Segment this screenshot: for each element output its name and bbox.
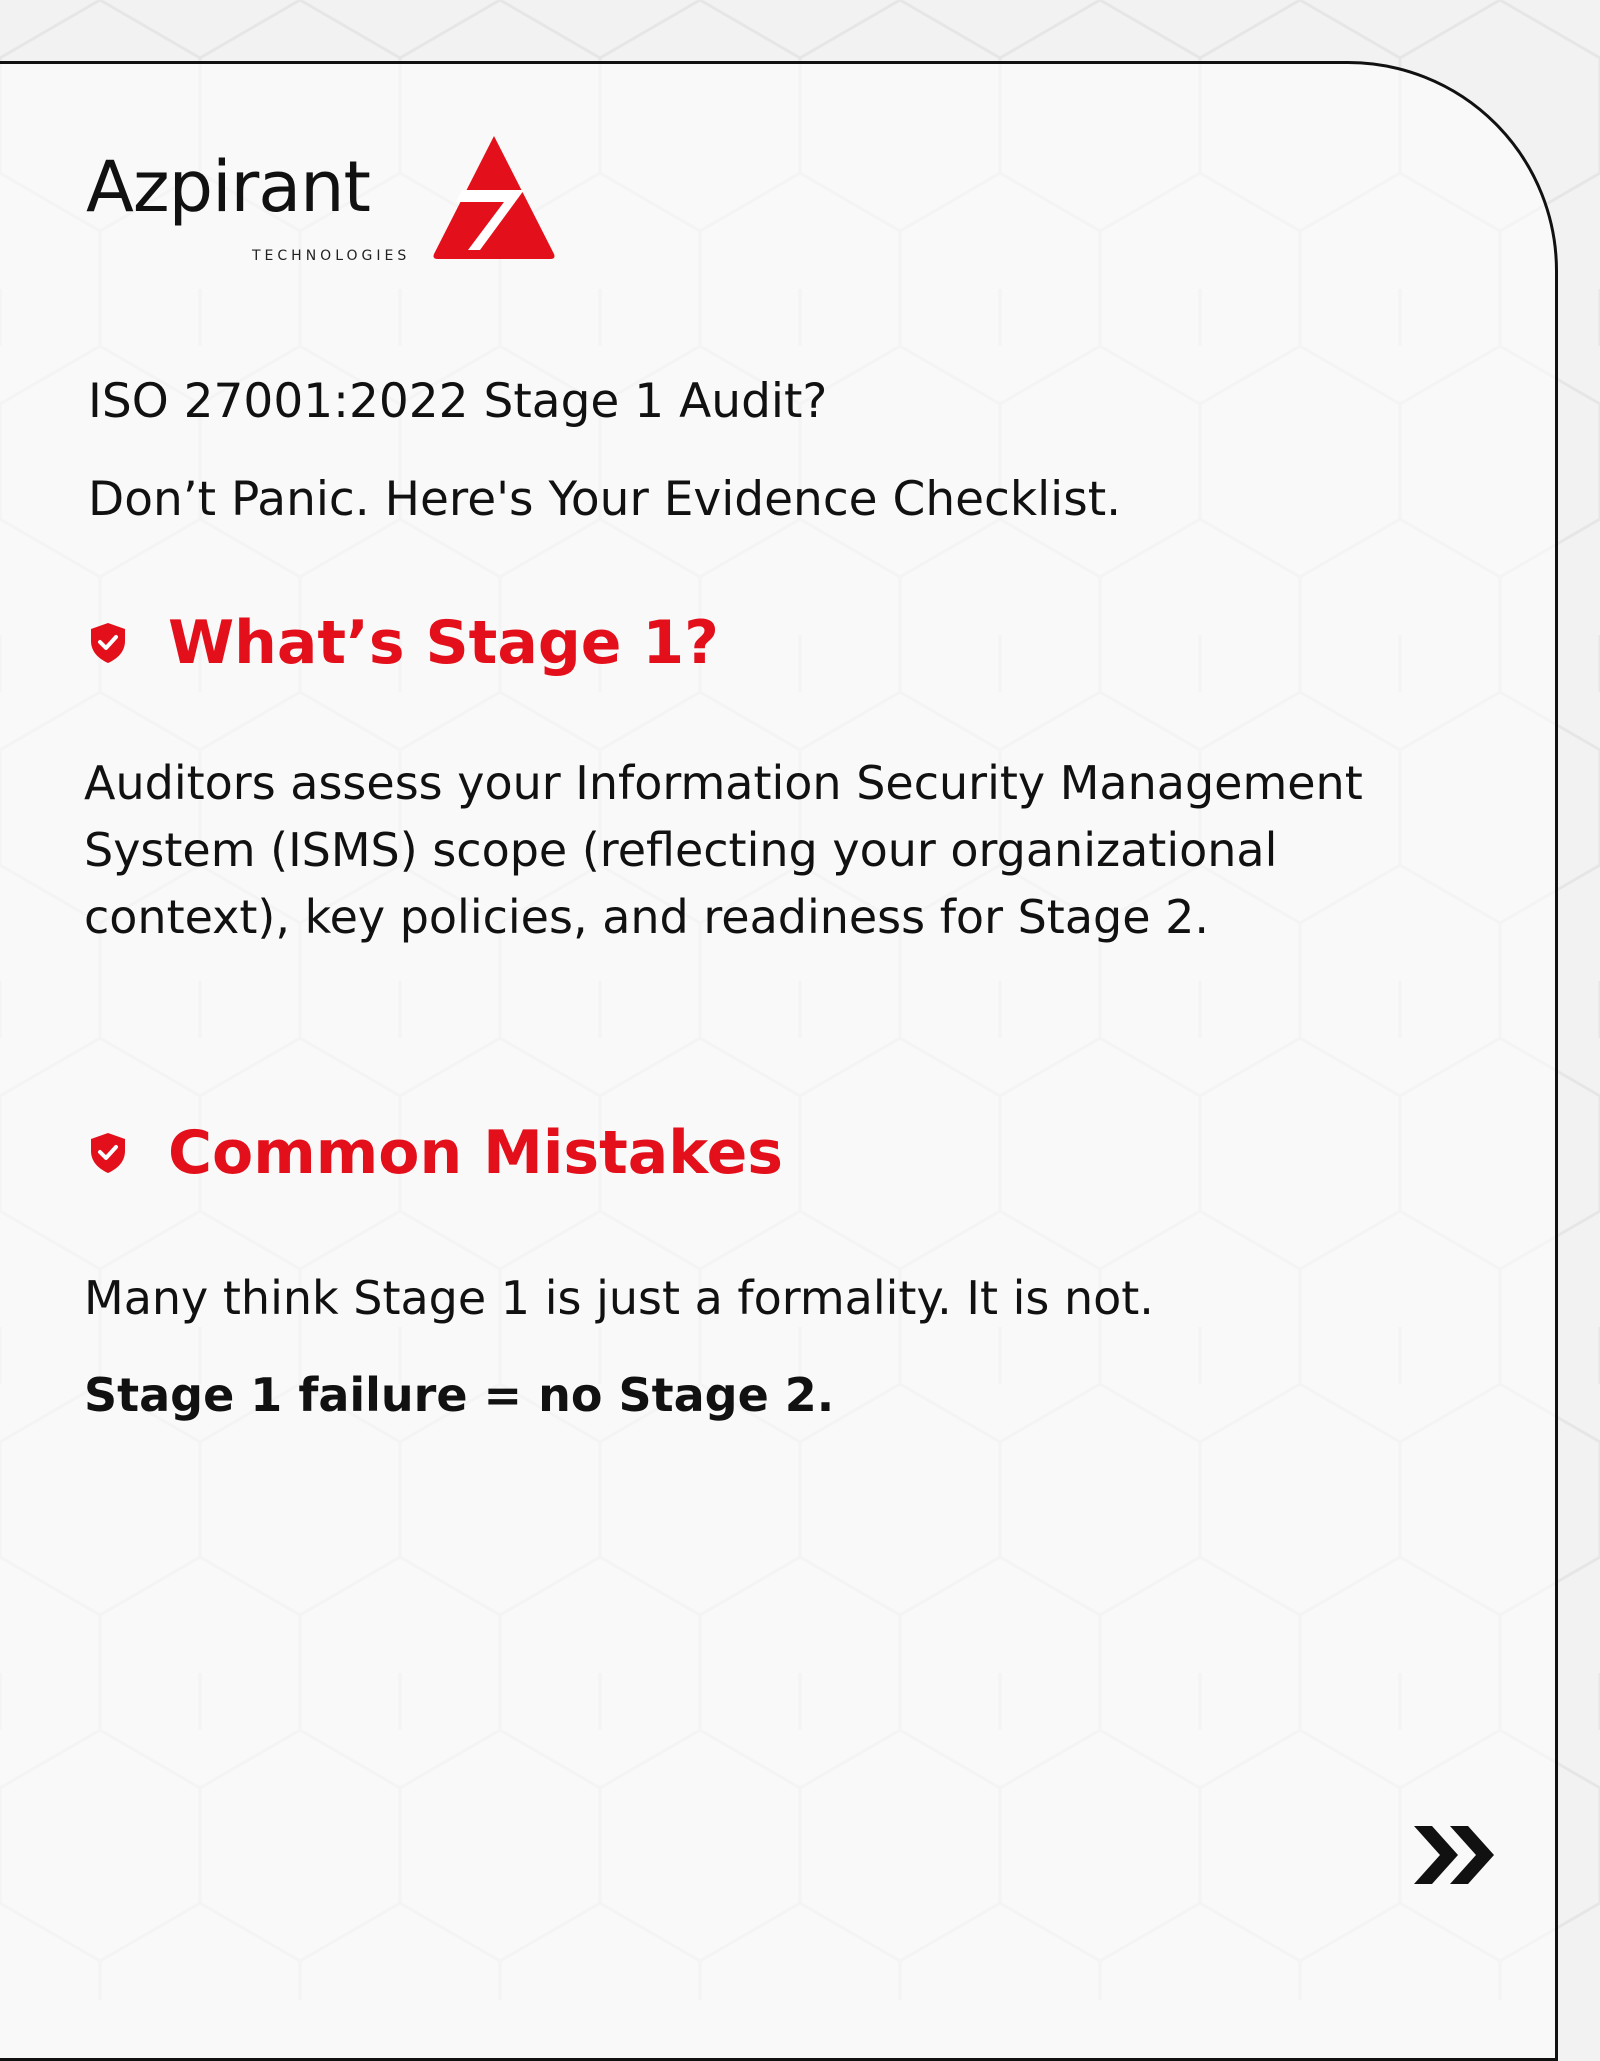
section-heading-common-mistakes [88, 1118, 783, 1188]
brand-name: Azpirant [86, 146, 370, 228]
page-subtitle: Don’t Panic. Here's Your Evidence Checklist. [88, 472, 1122, 527]
shield-check-icon [88, 1131, 128, 1175]
brand-logo [86, 132, 566, 272]
double-chevron-right-icon[interactable] [1410, 1820, 1500, 1890]
section-body-stage-1: Auditors assess your Information Security Management System (ISMS) scope (reflecting your organizational context), key policies, and readiness for Stage 2. [84, 756, 1363, 944]
section-heading-what-is-stage-1 [88, 608, 719, 678]
section-heading-text: Common Mistakes [168, 1118, 783, 1188]
section-emphasis: Stage 1 failure = no Stage 2. [84, 1368, 835, 1422]
section-heading-text: What’s Stage 1? [168, 608, 719, 678]
section-body-common-mistakes: Many think Stage 1 is just a formality. It is not. [84, 1271, 1154, 1325]
brand-tagline: TECHNOLOGIES [252, 248, 411, 264]
content-card [0, 61, 1558, 2061]
page-title: ISO 27001:2022 Stage 1 Audit? [88, 374, 828, 429]
brand-triangle-mark-icon [432, 132, 556, 260]
shield-check-icon [88, 621, 128, 665]
